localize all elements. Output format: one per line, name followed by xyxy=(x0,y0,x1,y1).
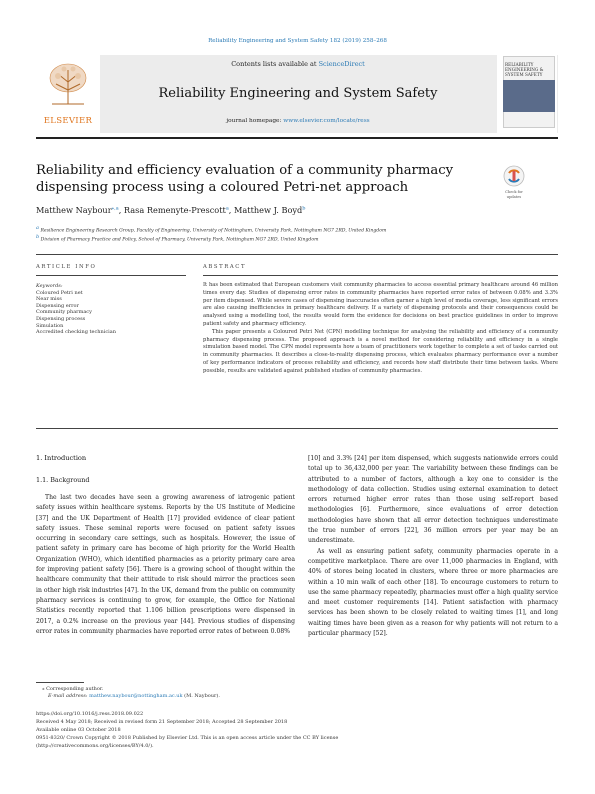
author-name[interactable]: Matthew Naybour xyxy=(36,205,112,215)
email-link[interactable]: matthew.naybour@nottingham.ac.uk xyxy=(89,693,183,699)
article-info-heading: ARTICLE INFO xyxy=(36,264,97,270)
publisher-name: ELSEVIER xyxy=(43,116,93,126)
affiliation-text: Resilience Engineering Research Group, Faculty of Engineering, University of Nottingham, University Park, Nottingham NG7 2RD, United Kingdom xyxy=(40,228,387,234)
email-label: E-mail address: xyxy=(48,693,88,699)
author-sup[interactable]: ⁎,a xyxy=(111,205,119,212)
journal-reference[interactable]: Reliability Engineering and System Safety 182 (2019) 258–268 xyxy=(208,38,387,44)
body-paragraph: The last two decades have seen a growing awareness of iatrogenic patient safety issues within healthcare systems. Reports by the US Institute of Medicine [37] and the UK Department of Health [17] provided evidence of clear patient safety issues. These seminal reports were focused on patient safety issues occurring in secondary care settings, such as hospitals. However, the issue of patient safety in primary care has become of high priority for the World Health Organization (WHO), which identified pharmacies as a priority primary care area for improving patient safety [56]. There is a growing school of thought within the healthcare community that their attitude to risk should mirror the practices seen in other high risk industries [47]. In the UK, demand from the public on community pharmacy services is continuing to grow, for example, the Office for National Statistics recently reported that 1.106 billion prescriptions were dispensed in 2017, a 0.2% increase on the previous year [44]. Previous studies of dispensing error rates in community pharmacies have reported error rates of between 0.08% xyxy=(36,494,295,635)
divider xyxy=(203,275,558,276)
keyword: Dispensing error xyxy=(36,302,79,309)
author-list: Matthew Naybour$^{⁎,a}$, Rasa Remenyte-Prescott$^a$, Matthew J. Boyd$^b$ xyxy=(36,205,306,215)
keywords-block xyxy=(36,283,176,336)
cover-title: RELIABILITY ENGINEERING & SYSTEM SAFETY xyxy=(505,62,544,77)
header-rule xyxy=(36,137,558,139)
check-for-updates-label[interactable] xyxy=(496,190,532,199)
contents-line xyxy=(100,60,496,68)
homepage-link[interactable]: www.elsevier.com/locate/ress xyxy=(283,118,370,124)
license-url[interactable]: (http://creativecommons.org/licenses/BY/4.0/). xyxy=(36,743,154,749)
author-name[interactable]: Matthew J. Boyd xyxy=(234,205,303,215)
doi-link[interactable]: https://doi.org/10.1016/j.ress.2018.09.022 xyxy=(36,711,144,717)
body-column-right xyxy=(308,454,558,639)
body-paragraph: As well as ensuring patient safety, community pharmacies operate in a competitive marketplace. There are over 11,000 pharmacies in England, with 40% of stores being located in clusters, where three or more pharmacies are within a 10 min walk of each other [18]. To encourage customers to return to use the same pharmacy repeatedly, pharmacies must offer a high quality service and meet customer requirements [14]. Patient satisfaction with pharmacy services has been shown to be closely related to waiting times [1], and long waiting times have been given as a reason for why patients will not return to a particular pharmacy [52]. xyxy=(308,547,558,638)
keyword: Community pharmacy xyxy=(36,309,92,316)
homepage-line xyxy=(100,118,496,124)
affiliation xyxy=(36,225,558,234)
email-line xyxy=(48,693,570,700)
keyword: Accredited checking technician xyxy=(36,329,116,336)
corresponding-author-note: ⁎ Corresponding author. xyxy=(42,686,104,692)
author-name[interactable]: Rasa Remenyte-Prescott xyxy=(123,205,226,215)
body-column-left xyxy=(36,493,295,637)
email-suffix: (M. Naybour). xyxy=(184,693,220,699)
keyword: Simulation xyxy=(36,322,64,329)
footnote-rule xyxy=(36,682,84,683)
author-sup[interactable]: a xyxy=(225,205,229,212)
abstract-text xyxy=(203,282,558,376)
affiliation xyxy=(36,234,558,243)
affiliation-sup: b xyxy=(36,234,40,240)
online-date: Available online 03 October 2018 xyxy=(36,727,121,733)
contents-prefix: Contents lists available at xyxy=(231,60,317,68)
sciencedirect-link[interactable]: ScienceDirect xyxy=(318,60,365,68)
divider xyxy=(36,428,558,429)
badge-line1: Check for xyxy=(505,190,523,194)
affiliation-sup: a xyxy=(36,225,39,231)
received-dates: Received 4 May 2018; Received in revised form 21 September 2018; Accepted 28 September 2018 xyxy=(36,719,288,725)
badge-line2: updates xyxy=(506,194,522,199)
keyword: Near miss xyxy=(36,296,62,303)
subsection-heading: 1.1. Background xyxy=(36,476,90,484)
abstract-heading: ABSTRACT xyxy=(203,264,247,270)
abstract-paragraph: This paper presents a Coloured Petri Net (CPN) modelling technique for analysing the reliability and efficiency of a community pharmacy dispensing process. The proposed approach is a novel method for considering reliability and efficiency in a single simulation based model. The CPN model represents how a team of practitioners work together to complete a set of tasks carried out in community pharmacies. It describes a close-to-reality dispensing process, which evaluates pharmacy performance over a number of key performance indicators of process reliability and efficiency, and records how staff distribute their time between tasks. Where possible, results are validated against published studies of community pharmacies. xyxy=(203,328,558,374)
cover-graphic xyxy=(503,80,555,112)
check-for-updates-icon[interactable] xyxy=(503,165,525,187)
divider xyxy=(36,254,558,255)
article-title: Reliability and efficiency evaluation of a community pharmacy dispensing process using a coloured Petri-net approach xyxy=(36,163,454,195)
keyword: Dispensing process xyxy=(36,315,86,322)
license-text: 0951-8320/ Crown Copyright © 2018 Published by Elsevier Ltd. This is an open access article under the CC BY license xyxy=(36,735,339,741)
abstract-paragraph: It has been estimated that European customers visit community pharmacies to access essential primary healthcare around 46 million times every day. Studies of dispensing error rates in community pharmacies have reported error rates of between 0.08% and 3.3% per item dispensed. While severe cases of dispensing inaccuracies often garner a high level of media coverage, less significant errors are also causing inefficiencies in primary healthcare delivery. If a variety of dispensing protocols and their consequences could be analysed using a modelling tool, the results would form the evidence for decisions on best practice guidelines in order to improve patient safety and pharmacy efficiency. xyxy=(203,282,558,327)
author-sup[interactable]: b xyxy=(302,205,306,212)
homepage-prefix: journal homepage: xyxy=(226,118,282,124)
elsevier-tree-logo xyxy=(44,60,92,110)
affiliation-text: Division of Pharmacy Practice and Policy, School of Pharmacy, University Park, Nottingham NG7 2RD, United Kingdom xyxy=(40,237,319,243)
section-heading: 1. Introduction xyxy=(36,454,87,462)
divider xyxy=(36,275,186,276)
keywords-title: Keywords: xyxy=(36,283,63,289)
journal-title: Reliability Engineering and System Safety xyxy=(158,86,438,101)
keyword: Coloured Petri net xyxy=(36,289,83,296)
body-paragraph: [10] and 3.3% [24] per item dispensed, which suggests nationwide errors could total up to 36,432,000 per year. The variability between these findings can be attributed to a number of factors, although a key one to consider is the methodology of data collection. Studies using external examination to detect errors returned higher error rates than those using self-report based methodologies [6]. Furthermore, since evaluations of error detection methodologies have shown that all error detection techniques underestimate the true number of errors [22], 36 million errors per year may be an underestimate. xyxy=(308,455,558,545)
